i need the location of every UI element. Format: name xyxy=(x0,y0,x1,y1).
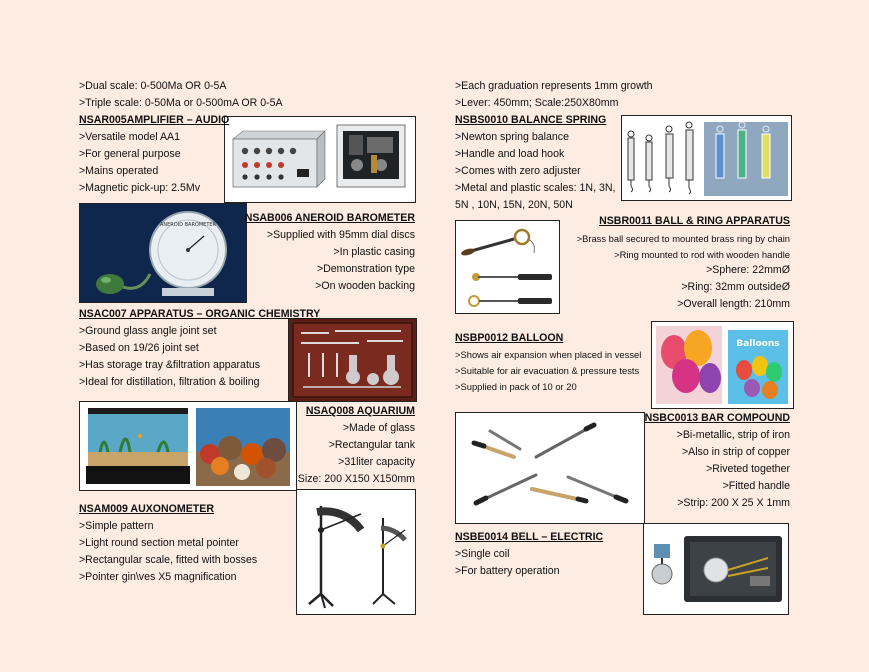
aquarium-line-3: >31liter capacity xyxy=(338,456,415,468)
spring-cont-line-1: >Each graduation represents 1mm growth xyxy=(455,80,653,92)
bar-compound-line-4: >Fitted handle xyxy=(722,480,790,492)
chemistry-line-1: >Ground glass angle joint set xyxy=(79,325,217,337)
ball-ring-line-5: >Overall length: 210mm xyxy=(677,298,790,310)
spring-line-3: >Comes with zero adjuster xyxy=(455,165,581,177)
spring-line-1: >Newton spring balance xyxy=(455,131,569,143)
auxonometer-photo xyxy=(296,489,416,615)
balloon-pack-text: Balloons xyxy=(736,339,780,349)
chemistry-line-3: >Has storage tray &filtration apparatus xyxy=(79,359,261,371)
barometer-line-2: >In plastic casing xyxy=(333,246,415,258)
barometer-line-4: >On wooden backing xyxy=(315,280,415,292)
ball-ring-line-1: >Brass ball secured to mounted brass ring by chain xyxy=(576,233,790,244)
balloons-photo xyxy=(651,321,794,409)
aquarium-line-1: >Made of glass xyxy=(342,422,415,434)
bell-line-1: >Single coil xyxy=(455,548,510,560)
balloon-line-1: >Shows air expansion when placed in vessel xyxy=(455,349,642,360)
barometer-title: NSAB006 ANEROID BAROMETER xyxy=(244,212,415,224)
bar-compound-line-5: >Strip: 200 X 25 X 1mm xyxy=(677,497,790,509)
bar-compound-title: NSBC0013 BAR COMPOUND xyxy=(644,412,790,424)
barometer-line-1: >Supplied with 95mm dial discs xyxy=(266,229,415,241)
auxonometer-line-1: >Simple pattern xyxy=(79,520,154,532)
ball-ring-line-2: >Ring mounted to rod with wooden handle xyxy=(614,249,790,260)
amplifier-cont-line-2: >Triple scale: 0-50Ma or 0-500mA OR 0-5A xyxy=(79,97,283,109)
ball-and-ring-photo xyxy=(455,220,560,314)
amplifier-line-3: >Mains operated xyxy=(79,165,159,177)
bar-compound-line-2: >Also in strip of copper xyxy=(681,446,790,458)
bar-compound-line-3: >Riveted together xyxy=(706,463,790,475)
spring-line-2: >Handle and load hook xyxy=(455,148,565,160)
audio-amplifier-photo xyxy=(224,116,416,203)
bell-line-2: >For battery operation xyxy=(455,565,560,577)
ball-ring-line-3: >Sphere: 22mmØ xyxy=(706,264,790,276)
compound-bars-photo xyxy=(455,412,645,524)
chemistry-line-2: >Based on 19/26 joint set xyxy=(79,342,199,354)
aneroid-barometer-photo xyxy=(79,203,247,303)
amplifier-line-2: >For general purpose xyxy=(79,148,181,160)
glassware-set-photo xyxy=(288,318,417,402)
spring-line-4: >Metal and plastic scales: 1N, 3N, xyxy=(455,182,616,194)
electric-bell-photo xyxy=(643,523,789,615)
auxonometer-line-2: >Light round section metal pointer xyxy=(79,537,239,549)
balloon-title: NSBP0012 BALLOON xyxy=(455,332,564,344)
aquarium-title: NSAQ008 AQUARIUM xyxy=(305,405,415,417)
barometer-dial-text: ANEROID BAROMETER xyxy=(159,222,217,228)
amplifier-line-4: >Magnetic pick-up: 2.5Mv xyxy=(79,182,201,194)
aquarium-photo xyxy=(79,401,297,491)
bell-title: NSBE0014 BELL – ELECTRIC xyxy=(455,531,604,543)
aquarium-line-2: >Rectangular tank xyxy=(328,439,415,451)
amplifier-line-1: >Versatile model AA1 xyxy=(79,131,180,143)
balloon-line-2: >Suitable for air evacuation & pressure tests xyxy=(455,365,640,376)
auxonometer-line-3: >Rectangular scale, fitted with bosses xyxy=(79,554,258,566)
barometer-line-3: >Demonstration type xyxy=(316,263,415,275)
ball-ring-title: NSBR0011 BALL & RING APPARATUS xyxy=(599,215,790,227)
spring-title: NSBS0010 BALANCE SPRING xyxy=(455,114,607,126)
aquarium-line-4: Size: 200 X150 X150mm xyxy=(297,473,415,485)
balloon-line-3: >Supplied in pack of 10 or 20 xyxy=(455,381,577,392)
ball-ring-line-4: >Ring: 32mm outsideØ xyxy=(681,281,790,293)
chemistry-line-4: >Ideal for distillation, filtration & boiling xyxy=(79,376,260,388)
spring-cont-line-2: >Lever: 450mm; Scale:250X80mm xyxy=(455,97,619,109)
amplifier-title: NSAR005AMPLIFIER – AUDIO xyxy=(79,114,230,126)
amplifier-cont-line-1: >Dual scale: 0-500Ma OR 0-5A xyxy=(79,80,227,92)
auxonometer-title: NSAM009 AUXONOMETER xyxy=(79,503,214,515)
chemistry-title: NSAC007 APPARATUS – ORGANIC CHEMISTRY xyxy=(79,308,321,320)
bar-compound-line-1: >Bi-metallic, strip of iron xyxy=(676,429,790,441)
auxonometer-line-4: >Pointer gin\ves X5 magnification xyxy=(79,571,237,583)
spring-line-5: 5N , 10N, 15N, 20N, 50N xyxy=(455,199,573,211)
spring-balances-photo xyxy=(621,115,792,201)
